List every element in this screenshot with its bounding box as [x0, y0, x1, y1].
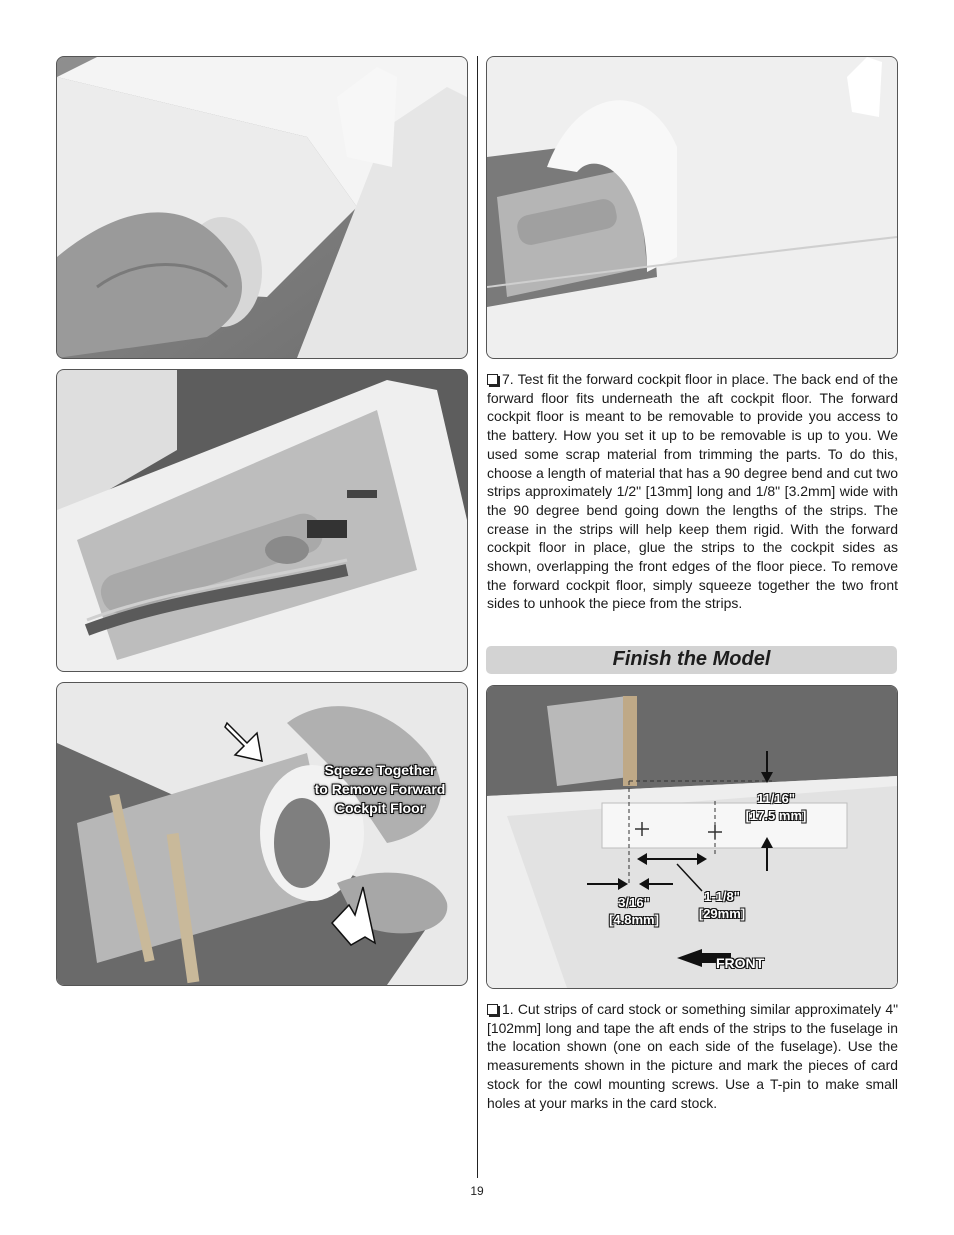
page-number: 19	[470, 1184, 484, 1198]
photo-hand-holding-floor	[56, 56, 468, 359]
photo-1-image	[57, 57, 467, 358]
photo-cockpit-interior	[56, 369, 468, 672]
dim-right-label	[687, 888, 757, 922]
step-1-instruction	[487, 1000, 898, 1112]
photo-squeeze-sides	[56, 682, 468, 986]
squeeze-callout	[295, 761, 465, 818]
dim-vertical-label	[735, 790, 817, 824]
photo-3-image	[57, 683, 467, 985]
dim-right-metric: [29mm]	[698, 906, 746, 921]
photo-2-image	[57, 370, 467, 671]
dim-right-imperial: 1-1/8"	[704, 889, 740, 904]
photo-canopy-fitted	[486, 56, 898, 359]
front-label: FRONT	[716, 955, 765, 971]
dim-left-metric: [4.8mm]	[609, 912, 659, 927]
callout-line-3: Cockpit Floor	[334, 800, 426, 816]
dim-left-label	[597, 894, 671, 928]
callout-line-2: to Remove Forward	[314, 781, 446, 797]
section-header	[486, 646, 897, 674]
photo-5-image	[487, 686, 897, 988]
step-7-text: 7. Test fit the forward cockpit floor in place. The back end of the forward floor fits underneath the aft cockpit floor. The forward cockpit floor is meant to be removable to provide you access to the battery. How you set it up to be removable is up to you. We used some scrap material from trimming the parts. To do this, choose a length of material that has a 90 degree bend and cut two strips approximately 1/2" [13mm] long and 1/8" [3.2mm] wide with the 90 degree bend going down the lengths of the strips. The crease in the strips will help keep them rigid. With the forward cockpit floor in place, glue the strips to the cockpit sides as shown, overlapping the front edges of the floor piece. To remove the forward cockpit floor, simply squeeze together the two front sides to unhook the piece from the strips.	[487, 371, 898, 612]
dim-vertical-imperial: 11/16"	[757, 791, 795, 806]
photo-card-stock-measurements	[486, 685, 898, 989]
step-1-checkbox[interactable]	[487, 1004, 498, 1015]
section-title: Finish the Model	[612, 648, 771, 670]
step-1-text: 1. Cut strips of card stock or something similar approximately 4" [102mm] long and tape the aft ends of the strips to the fuselage in the location shown (one on each side of the fuselage). Use the measurements shown in the picture and mark the pieces of card stock for the cowl mounting screws. Use a T-pin to make small holes at your marks in the card stock.	[487, 1001, 898, 1111]
dim-left-imperial: 3/16"	[618, 895, 650, 910]
step-7-instruction	[487, 370, 898, 613]
photo-4-image	[487, 57, 897, 358]
column-divider	[477, 56, 478, 1178]
callout-line-1: Sqeeze Together	[324, 762, 436, 778]
dim-vertical-metric: [17.5 mm]	[745, 808, 807, 823]
step-7-checkbox[interactable]	[487, 374, 498, 385]
